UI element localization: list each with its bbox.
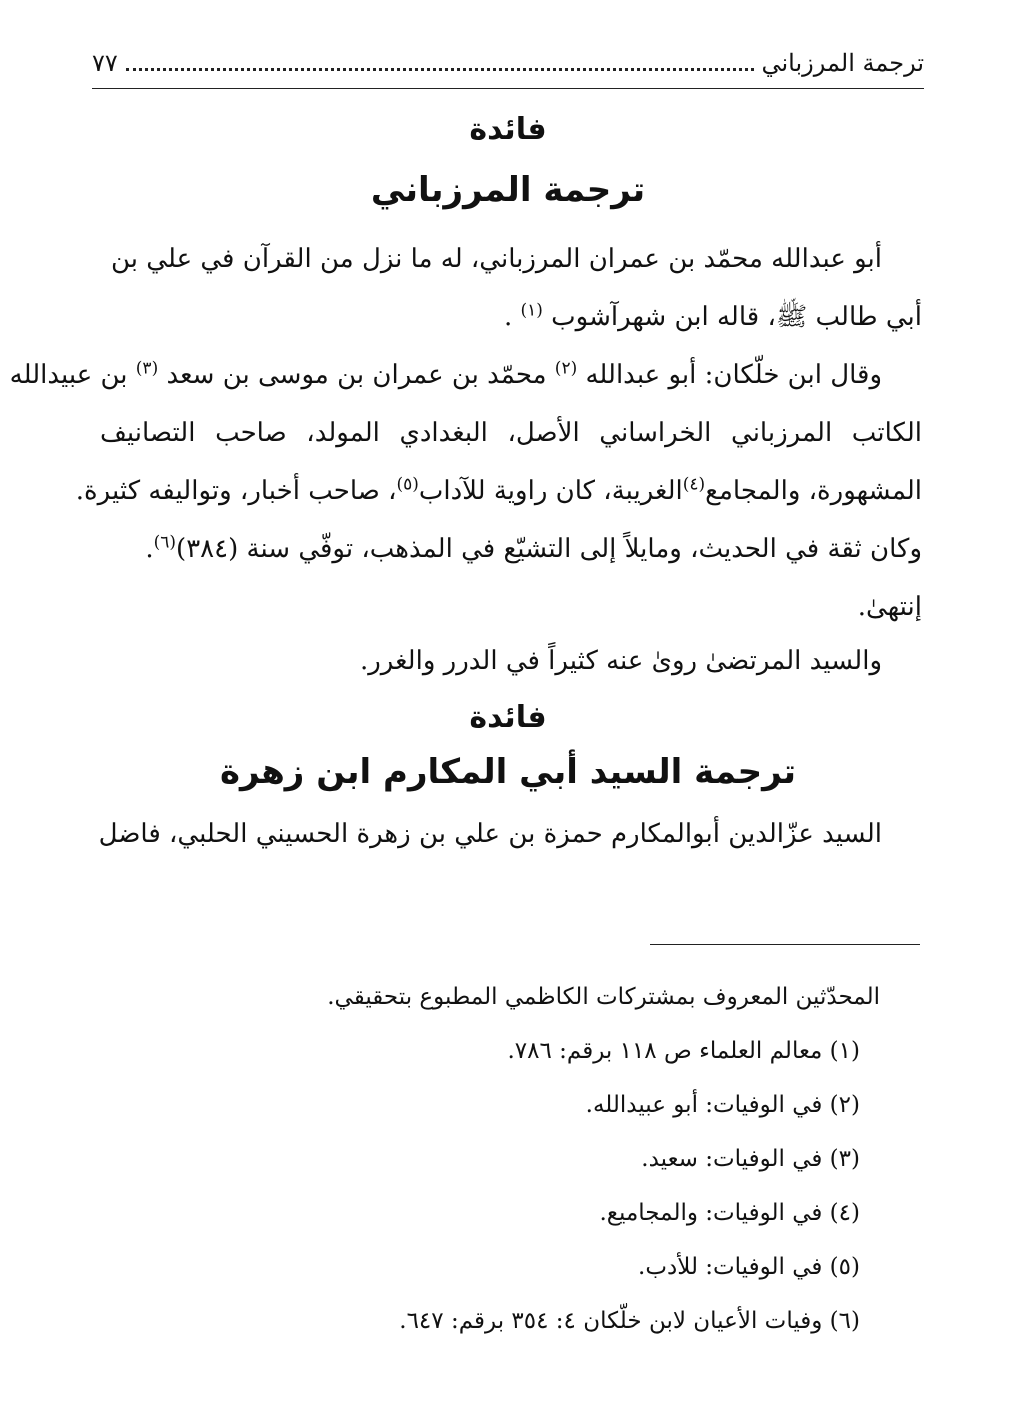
footnote-ref: (٥) [396,474,419,495]
text-run: المشهورة، والمجامع [705,476,922,506]
text-run: . [503,302,513,332]
footnote-ref: (١) [520,300,543,321]
section-title: ترجمة المرزباني [370,170,646,210]
footnote-item: (٥) في الوفيات: للأدب. [638,1254,860,1280]
text-run: محمّد بن عمران بن موسى بن سعد [166,360,547,390]
running-header [92,40,924,86]
text-run: ، صاحب أخبار، وتواليفه كثيرة. [75,476,397,506]
paragraph-line [9,346,922,404]
paragraph-line: الكاتب المرزباني الخراساني الأصل، البغدادي المولد، صاحب التصانيف [100,418,922,448]
footnote-ref: (٢) [554,358,578,379]
footnote-ref: (٤) [682,474,706,495]
paragraph [100,805,922,863]
paragraph [100,632,922,690]
paragraph-line: أبو عبدالله محمّد بن عمران المرزباني، له ما نزل من القرآن في علي بن [111,244,882,274]
footnote-ref: (٣) [135,358,159,379]
leader-dots [126,68,754,71]
page-number: ٧٧ [92,49,118,77]
footnote-item: (٢) في الوفيات: أبو عبيدالله. [585,1092,860,1118]
footnote-ref: (٦) [153,532,177,553]
text-run: وكان ثقة في الحديث، ومايلاً إلى التشيّع في المذهب، توفّي سنة (٣٨٤) [176,534,922,564]
footnote-item: (٤) في الوفيات: والمجاميع. [599,1200,860,1226]
paragraph-line [100,288,922,346]
footnotes [100,970,880,1348]
paragraph-line [75,462,922,520]
paragraph [100,230,922,346]
text-run: الغريبة، كان راوية للآداب [418,476,683,506]
section-label: فائدة [469,700,547,735]
text-run: بن عبيدالله [9,360,128,390]
paragraph-line: والسيد المرتضىٰ روىٰ عنه كثيراً في الدرر والغرر. [359,646,882,676]
footnote-item: (٦) وفيات الأعيان لابن خلّكان ٤: ٣٥٤ برقم: ٦٤٧. [399,1308,860,1334]
paragraph-line [100,520,922,578]
section-label: فائدة [469,112,547,147]
text-run: وقال ابن خلّكان: أبو عبدالله [585,360,882,390]
footnote-separator [650,944,920,945]
header-rule [92,88,924,89]
section-title: ترجمة السيد أبي المكارم ابن زهرة [219,752,796,792]
footnote-continuation: المحدّثين المعروف بمشتركات الكاظمي المطبوع بتحقيقي. [327,984,880,1010]
text-run: . [145,534,154,564]
footnote-item: (١) معالم العلماء ص ١١٨ برقم: ٧٨٦. [507,1038,860,1064]
paragraph [9,346,922,636]
footnote-item: (٣) في الوفيات: سعيد. [641,1146,860,1172]
paragraph-line: السيد عزّالدين أبوالمكارم حمزة بن علي بن زهرة الحسيني الحلبي، فاضل [98,819,882,849]
text-run: أبي طالب ﷺ، قاله ابن شهرآشوب [551,302,922,332]
running-title: ترجمة المرزباني [761,49,924,77]
paragraph-line: إنتهىٰ. [857,592,922,622]
